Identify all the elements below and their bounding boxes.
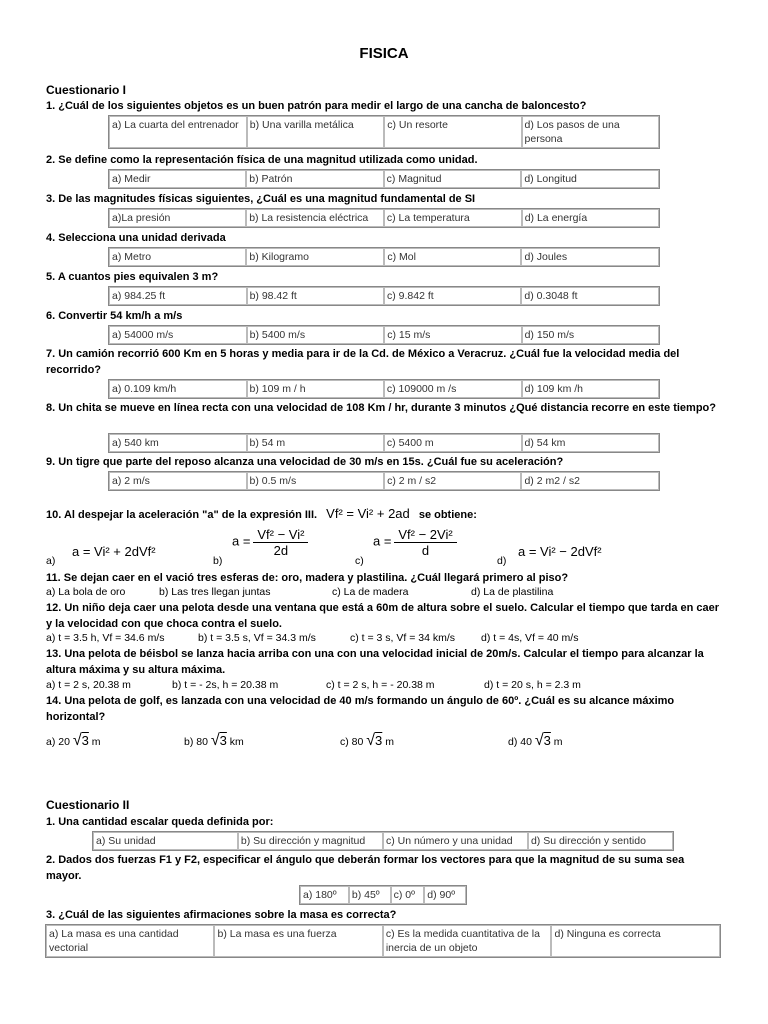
option-d[interactable]: d) 109 km /h	[522, 380, 659, 398]
options-q9	[108, 471, 660, 491]
label-b: b)	[213, 555, 223, 567]
option-a[interactable]: a) 984.25 ft	[109, 287, 247, 305]
option-b[interactable]: b) 98.42 ft	[247, 287, 384, 305]
section-title-1: Cuestionario I	[46, 83, 127, 97]
options-ii-1	[92, 831, 674, 851]
option-b[interactable]: b) t = - 2s, h = 20.38 m	[172, 679, 279, 691]
option-b[interactable]: b) La masa es una fuerza	[214, 925, 382, 957]
option-d[interactable]: d) 0.3048 ft	[521, 287, 659, 305]
radicand: 3	[375, 733, 383, 748]
option-c[interactable]: c) 109000 m /s	[384, 380, 522, 398]
option-a[interactable]: a) La masa es una cantidad vectorial	[46, 925, 214, 957]
radicand: 3	[81, 733, 89, 748]
question-ii-3: 3. ¿Cuál de las siguientes afirmaciones sobre la masa es correcta?	[46, 909, 397, 921]
option-c-unit: m	[385, 736, 394, 748]
option-c[interactable]: c) t = 3 s, Vf = 34 km/s	[350, 632, 456, 644]
formula-a[interactable]: a = Vi² + 2dVf²	[72, 544, 156, 559]
question-ii-2: 2. Dados dos fuerzas F1 y F2, especificar el ángulo que deberán formar los vectores para que la magnitud de su suma sea mayor.	[46, 854, 685, 882]
radicand: 3	[543, 733, 551, 748]
option-a-coef: a) 20	[46, 736, 70, 748]
options-q3	[108, 208, 660, 228]
option-c[interactable]: c) Es la medida cuantitativa de la inercia de un objeto	[383, 925, 552, 957]
option-d[interactable]: d) Longitud	[521, 170, 659, 188]
option-a-unit: m	[91, 736, 101, 748]
question-3: 3. De las magnitudes físicas siguientes, ¿Cuál es una magnitud fundamental de SI	[46, 193, 476, 205]
question-10-suffix: se obtiene:	[418, 509, 477, 521]
option-c[interactable]: c) 5400 m	[384, 434, 522, 452]
question-1: 1. ¿Cuál de los siguientes objetos es un buen patrón para medir el largo de una cancha de baloncesto?	[46, 100, 587, 112]
option-c[interactable]	[340, 732, 394, 750]
option-c-coef: c) 80	[340, 736, 364, 748]
page-title: FISICA	[359, 45, 409, 62]
denominator-b: 2d	[273, 543, 289, 558]
option-b[interactable]: b) 109 m / h	[247, 380, 384, 398]
option-b[interactable]: b) Su dirección y magnitud	[238, 832, 383, 850]
option-b[interactable]: b) t = 3.5 s, Vf = 34.3 m/s	[198, 632, 316, 644]
option-a[interactable]: a) 0.109 km/h	[109, 380, 247, 398]
option-c[interactable]: c) 2 m / s2	[384, 472, 521, 490]
option-b[interactable]: b) Patrón	[246, 170, 383, 188]
options-ii-2	[299, 885, 467, 905]
option-c[interactable]: c) Magnitud	[384, 170, 522, 188]
sqrt-icon: √	[72, 732, 82, 749]
option-c[interactable]: c) Un resorte	[384, 116, 521, 148]
option-c[interactable]: c) La de madera	[332, 586, 409, 598]
option-c[interactable]: c) t = 2 s, h = - 20.38 m	[326, 679, 435, 691]
option-a[interactable]: a)La presión	[109, 209, 246, 227]
options-q2	[108, 169, 660, 189]
option-d[interactable]	[508, 732, 563, 750]
question-9: 9. Un tigre que parte del reposo alcanza una velocidad de 30 m/s en 15s. ¿Cuál fue su aceleración?	[46, 456, 564, 468]
option-b[interactable]: b) Una varilla metálica	[247, 116, 384, 148]
expression: Vf² = Vi² + 2ad	[326, 506, 410, 521]
option-b-coef: b) 80	[184, 736, 208, 748]
option-d[interactable]: d) La de plastilina	[471, 586, 554, 598]
option-b[interactable]: b) 54 m	[247, 434, 384, 452]
eq-b: a =	[232, 533, 251, 549]
option-a[interactable]: a) t = 3.5 h, Vf = 34.6 m/s	[46, 632, 165, 644]
sqrt-icon: √	[366, 732, 376, 749]
option-d[interactable]: d) 2 m2 / s2	[521, 472, 659, 490]
option-d[interactable]: d) Los pasos de una persona	[522, 116, 659, 148]
question-10	[46, 506, 477, 523]
question-14: 14. Una pelota de golf, es lanzada con una velocidad de 40 m/s formando un ángulo de 60º. ¿Cuál es su alcance máximo horizontal?	[46, 695, 675, 723]
option-b[interactable]	[184, 732, 244, 750]
option-a[interactable]: a) 180º	[300, 886, 349, 904]
option-a[interactable]: a) 2 m/s	[109, 472, 247, 490]
formula-b[interactable]	[232, 527, 308, 558]
question-13: 13. Una pelota de béisbol se lanza hacia arriba con una con una velocidad inicial de 20m/s. Calcular el tiempo para alcanzar la altura máxima y su altura máxima.	[46, 648, 704, 676]
sqrt-icon: √	[210, 732, 220, 749]
option-b[interactable]: b) 0.5 m/s	[247, 472, 385, 490]
question-7: 7. Un camión recorrió 600 Km en 5 horas y media para ir de la Cd. de México a Veracruz. ¿Cuál fue la velocidad media del recorrido?	[46, 348, 680, 376]
question-5: 5. A cuantos pies equivalen 3 m?	[46, 271, 219, 283]
question-6: 6. Convertir 54 km/h a m/s	[46, 310, 183, 322]
label-d: d)	[497, 555, 507, 567]
option-a[interactable]: a) Metro	[109, 248, 246, 266]
option-c[interactable]: c) 9.842 ft	[384, 287, 521, 305]
option-c[interactable]: c) 15 m/s	[384, 326, 521, 344]
option-b[interactable]: b) Kilogramo	[246, 248, 384, 266]
eq-c: a =	[373, 533, 392, 549]
option-b[interactable]: b) La resistencia eléctrica	[246, 209, 384, 227]
option-a[interactable]: a) 540 km	[109, 434, 247, 452]
option-c[interactable]: c) La temperatura	[384, 209, 522, 227]
option-d[interactable]: d) t = 20 s, h = 2.3 m	[484, 679, 581, 691]
option-c[interactable]: c) 0º	[391, 886, 425, 904]
options-q5	[108, 286, 660, 306]
question-11: 11. Se dejan caer en el vació tres esferas de: oro, madera y plastilina. ¿Cuál llegará primero al piso?	[46, 572, 569, 584]
option-b[interactable]: b) 45º	[349, 886, 391, 904]
options-q8	[108, 433, 660, 453]
option-d[interactable]: d) 90º	[424, 886, 466, 904]
formula-c[interactable]	[373, 527, 457, 558]
option-b[interactable]: b) 5400 m/s	[247, 326, 385, 344]
formula-d[interactable]: a = Vi² − 2dVf²	[518, 544, 602, 559]
question-8: 8. Un chita se mueve en línea recta con una velocidad de 108 Km / hr, durante 3 minutos ¿Qué distancia recorre en este tiempo?	[46, 402, 716, 414]
option-b-unit: km	[229, 736, 244, 748]
option-a[interactable]: a) Medir	[109, 170, 246, 188]
option-a[interactable]: a) 54000 m/s	[109, 326, 247, 344]
section-title-2: Cuestionario II	[46, 798, 130, 812]
option-d[interactable]: d) Ninguna es correcta	[551, 925, 720, 957]
option-d-unit: m	[553, 736, 563, 748]
option-d[interactable]: d) Joules	[521, 248, 659, 266]
question-ii-1: 1. Una cantidad escalar queda definida por:	[46, 816, 274, 828]
options-q1	[108, 115, 660, 149]
sqrt-icon: √	[534, 732, 544, 749]
question-2: 2. Se define como la representación física de una magnitud utilizada como unidad.	[46, 154, 478, 166]
option-c[interactable]: c) Un número y una unidad	[383, 832, 528, 850]
options-q7	[108, 379, 660, 399]
option-a[interactable]: a) La cuarta del entrenador	[109, 116, 247, 148]
label-a: a)	[46, 555, 56, 567]
question-10-text: 10. Al despejar la aceleración "a" de la expresión III.	[46, 509, 318, 521]
options-q4	[108, 247, 660, 267]
option-b[interactable]: b) Las tres llegan juntas	[159, 586, 271, 598]
numerator-c: Vf² − 2Vi²	[394, 527, 456, 543]
options-q6	[108, 325, 660, 345]
radicand: 3	[219, 733, 227, 748]
label-c: c)	[355, 555, 364, 567]
options-ii-3	[45, 924, 721, 958]
option-a[interactable]: a) Su unidad	[93, 832, 238, 850]
option-d[interactable]: d) t = 4s, Vf = 40 m/s	[481, 632, 579, 644]
option-c[interactable]: c) Mol	[384, 248, 521, 266]
option-d[interactable]: d) 150 m/s	[522, 326, 659, 344]
question-12: 12. Un niño deja caer una pelota desde una ventana que está a 60m de altura sobre el suelo. Calcular el tiempo que tarda en caer y la velocidad con que choca contra el suelo.	[46, 602, 720, 630]
numerator-b: Vf² − Vi²	[253, 527, 308, 543]
denominator-c: d	[421, 543, 430, 558]
option-a[interactable]	[46, 732, 101, 750]
option-d[interactable]: d) Su dirección y sentido	[528, 832, 673, 850]
option-d[interactable]: d) 54 km	[522, 434, 659, 452]
option-d-coef: d) 40	[508, 736, 532, 748]
question-4: 4. Selecciona una unidad derivada	[46, 232, 226, 244]
option-a[interactable]: a) t = 2 s, 20.38 m	[46, 679, 131, 691]
option-a[interactable]: a) La bola de oro	[46, 586, 126, 598]
option-d[interactable]: d) La energía	[522, 209, 659, 227]
